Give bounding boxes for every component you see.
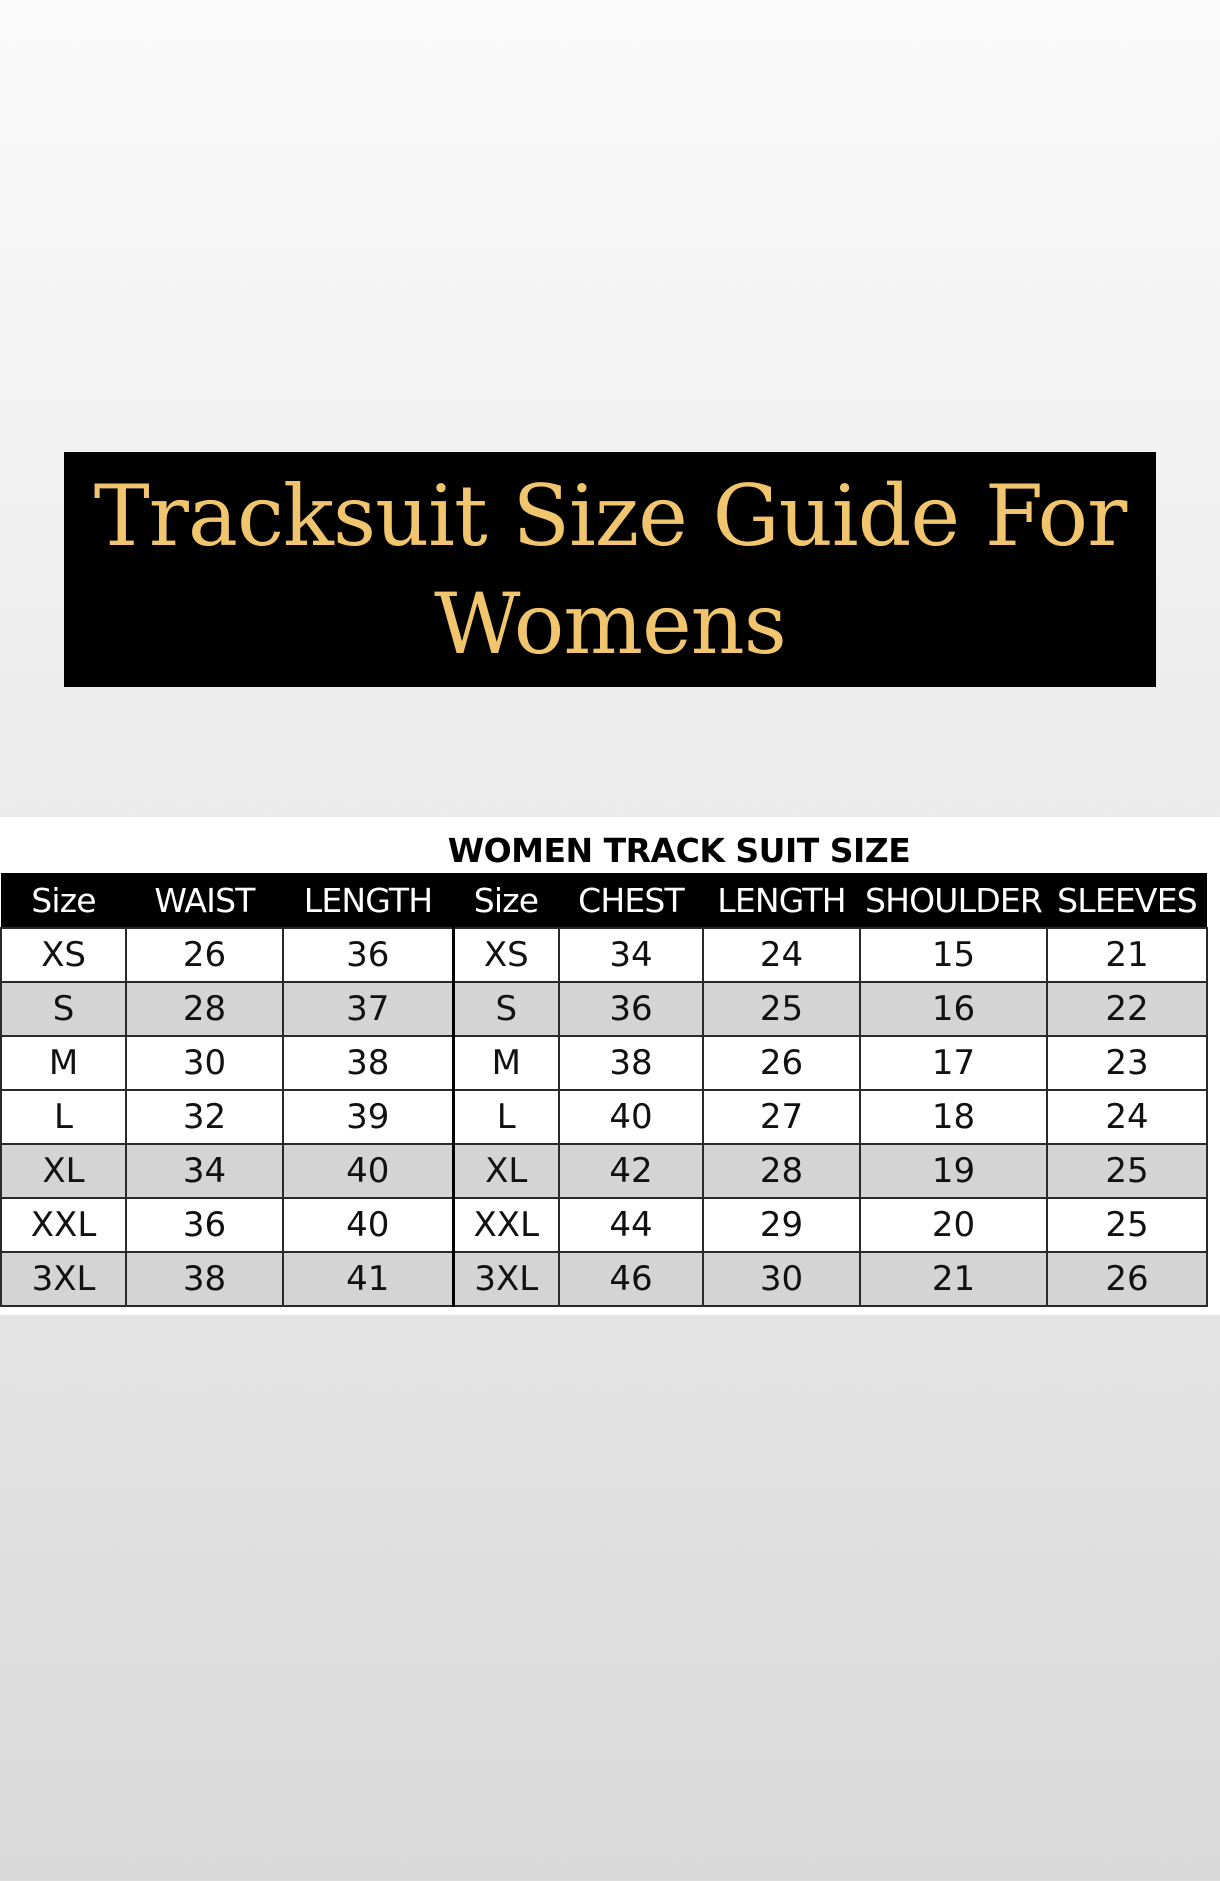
table-row: [1, 1252, 1207, 1306]
table-cell: 25: [1047, 1198, 1207, 1252]
table-cell: 18: [860, 1090, 1047, 1144]
size-chart-sheet: [0, 817, 1220, 1315]
table-cell: 26: [126, 928, 283, 982]
table-cell: 21: [1047, 928, 1207, 982]
table-cell: 15: [860, 928, 1047, 982]
banner-title-line-1: Tracksuit Size Guide For: [93, 466, 1127, 565]
table-cell: 34: [126, 1144, 283, 1198]
table-cell: 20: [860, 1198, 1047, 1252]
table-cell: M: [453, 1036, 559, 1090]
header-chest: CHEST: [559, 873, 703, 928]
table-header-row: [1, 873, 1207, 928]
table-cell: XXL: [453, 1198, 559, 1252]
table-cell: 44: [559, 1198, 703, 1252]
table-cell: 32: [126, 1090, 283, 1144]
table-cell: 36: [283, 928, 453, 982]
table-row: [1, 1090, 1207, 1144]
table-cell: 28: [126, 982, 283, 1036]
table-row: [1, 1198, 1207, 1252]
table-cell: L: [453, 1090, 559, 1144]
table-cell: 30: [126, 1036, 283, 1090]
table-cell: 25: [703, 982, 860, 1036]
table-cell: 25: [1047, 1144, 1207, 1198]
table-cell: 27: [703, 1090, 860, 1144]
table-cell: 3XL: [1, 1252, 126, 1306]
table-cell: 36: [559, 982, 703, 1036]
header-waist: WAIST: [126, 873, 283, 928]
table-row: [1, 1144, 1207, 1198]
table-cell: 40: [283, 1144, 453, 1198]
table-row: [1, 982, 1207, 1036]
table-cell: 42: [559, 1144, 703, 1198]
table-cell: 36: [126, 1198, 283, 1252]
table-cell: 28: [703, 1144, 860, 1198]
table-cell: XL: [1, 1144, 126, 1198]
table-cell: 38: [126, 1252, 283, 1306]
table-cell: 23: [1047, 1036, 1207, 1090]
table-cell: 38: [283, 1036, 453, 1090]
table-cell: 24: [703, 928, 860, 982]
size-table: [0, 873, 1208, 1307]
table-cell: 26: [703, 1036, 860, 1090]
table-cell: 39: [283, 1090, 453, 1144]
table-cell: XXL: [1, 1198, 126, 1252]
table-cell: 21: [860, 1252, 1047, 1306]
table-cell: L: [1, 1090, 126, 1144]
title-banner: [64, 452, 1156, 687]
table-cell: XL: [453, 1144, 559, 1198]
header-length-bottom: LENGTH: [283, 873, 453, 928]
header-length-top: LENGTH: [703, 873, 860, 928]
table-cell: 3XL: [453, 1252, 559, 1306]
table-cell: 17: [860, 1036, 1047, 1090]
banner-title-line-2: Womens: [434, 574, 786, 673]
table-cell: 40: [283, 1198, 453, 1252]
table-cell: S: [1, 982, 126, 1036]
table-cell: 40: [559, 1090, 703, 1144]
table-cell: 34: [559, 928, 703, 982]
table-cell: XS: [453, 928, 559, 982]
table-cell: 46: [559, 1252, 703, 1306]
table-cell: 30: [703, 1252, 860, 1306]
table-cell: XS: [1, 928, 126, 982]
table-row: [1, 928, 1207, 982]
table-cell: 24: [1047, 1090, 1207, 1144]
table-cell: 26: [1047, 1252, 1207, 1306]
table-cell: 22: [1047, 982, 1207, 1036]
table-cell: 37: [283, 982, 453, 1036]
table-cell: 19: [860, 1144, 1047, 1198]
table-cell: 16: [860, 982, 1047, 1036]
header-size-bottom: Size: [1, 873, 126, 928]
header-shoulder: SHOULDER: [860, 873, 1047, 928]
table-cell: 41: [283, 1252, 453, 1306]
table-row: [1, 1036, 1207, 1090]
table-cell: 29: [703, 1198, 860, 1252]
table-caption: WOMEN TRACK SUIT SIZE: [447, 831, 911, 870]
header-size-top: Size: [453, 873, 559, 928]
table-cell: M: [1, 1036, 126, 1090]
header-sleeves: SLEEVES: [1047, 873, 1207, 928]
table-cell: 38: [559, 1036, 703, 1090]
table-cell: S: [453, 982, 559, 1036]
